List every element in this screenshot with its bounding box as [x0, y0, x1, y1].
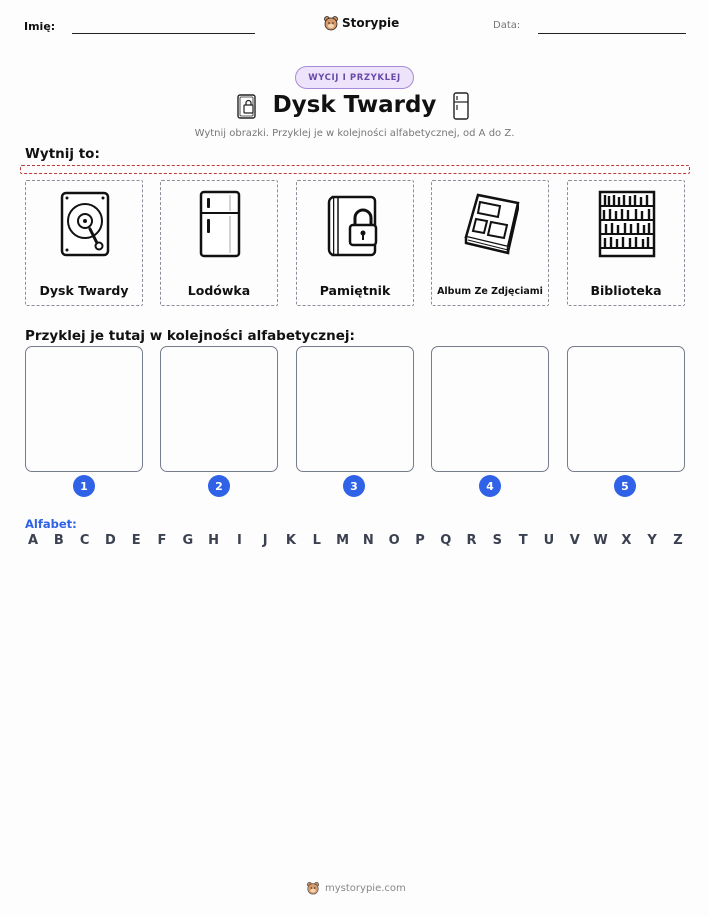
alphabet-letter: A	[27, 533, 39, 548]
alphabet-label: Alfabet:	[25, 517, 77, 531]
alphabet-letter: P	[415, 533, 425, 548]
bear-logo-icon	[306, 881, 320, 895]
cut-card-photo-album[interactable]	[431, 180, 549, 306]
card-label: Lodówka	[187, 283, 251, 298]
activity-badge: WYCIJ I PRZYKLEJ	[295, 66, 414, 89]
paste-slot-4[interactable]	[431, 346, 549, 472]
slot-number: 5	[614, 475, 636, 497]
alphabet-letter: Y	[647, 533, 657, 548]
diary-lock-icon	[236, 91, 258, 121]
name-line	[72, 33, 255, 34]
footer-url[interactable]: mystorypie.com	[325, 882, 406, 894]
alphabet-letter: R	[466, 533, 477, 548]
alphabet-letter: V	[569, 533, 580, 548]
alphabet-letter: T	[518, 533, 528, 548]
alphabet-letter: B	[53, 533, 64, 548]
fridge-icon	[185, 189, 255, 259]
alphabet-letter: Z	[673, 533, 683, 548]
hard-drive-icon	[50, 189, 120, 259]
alphabet-letter: C	[79, 533, 90, 548]
storypie-logo	[323, 14, 399, 32]
cut-card-hard-drive[interactable]	[25, 180, 143, 306]
alphabet-letter: I	[236, 533, 242, 548]
alphabet-letter: H	[208, 533, 220, 548]
slot-number: 1	[73, 475, 95, 497]
date-line	[538, 33, 686, 34]
alphabet-row	[25, 533, 686, 551]
alphabet-letter: D	[104, 533, 116, 548]
fridge-icon	[450, 91, 472, 121]
diary-lock-icon	[321, 189, 391, 259]
slot-number: 4	[479, 475, 501, 497]
bookshelf-icon	[592, 189, 662, 259]
paste-slot-3[interactable]	[296, 346, 414, 472]
alphabet-letter: M	[336, 533, 350, 548]
alphabet-letter: O	[388, 533, 400, 548]
card-label: Album Ze Zdjęciami	[437, 286, 543, 297]
instructions: Wytnij obrazki. Przyklej je w kolejności alfabetycznej, od A do Z.	[194, 128, 515, 139]
cut-card-diary[interactable]	[296, 180, 414, 306]
cut-card-bookshelf[interactable]	[567, 180, 685, 306]
paste-section-label: Przyklej je tutaj w kolejności alfabetycznej:	[25, 328, 355, 344]
alphabet-letter: Q	[440, 533, 452, 548]
slot-number: 2	[208, 475, 230, 497]
card-label: Biblioteka	[590, 283, 662, 298]
alphabet-letter: W	[593, 533, 608, 548]
card-label: Pamiętnik	[319, 283, 391, 298]
alphabet-letter: E	[131, 533, 141, 548]
alphabet-letter: X	[621, 533, 632, 548]
bear-logo-icon	[323, 15, 339, 31]
name-label: Imię:	[24, 20, 56, 33]
alphabet-letter: F	[157, 533, 167, 548]
alphabet-letter: N	[362, 533, 374, 548]
cut-card-fridge[interactable]	[160, 180, 278, 306]
alphabet-letter: J	[262, 533, 268, 548]
paste-slot-2[interactable]	[160, 346, 278, 472]
alphabet-letter: K	[285, 533, 296, 548]
logo-text: Storypie	[342, 16, 400, 30]
cut-section-label: Wytnij to:	[25, 146, 100, 162]
slot-number: 3	[343, 475, 365, 497]
alphabet-letter: S	[492, 533, 503, 548]
footer	[306, 880, 406, 896]
date-label: Data:	[493, 20, 521, 31]
alphabet-letter: U	[543, 533, 555, 548]
alphabet-letter: G	[182, 533, 194, 548]
cut-line	[20, 165, 690, 174]
card-label: Dysk Twardy	[39, 283, 129, 298]
alphabet-letter: L	[312, 533, 321, 548]
paste-slot-1[interactable]	[25, 346, 143, 472]
photo-album-icon	[456, 189, 526, 259]
page-title: Dysk Twardy	[272, 92, 437, 118]
paste-slot-5[interactable]	[567, 346, 685, 472]
